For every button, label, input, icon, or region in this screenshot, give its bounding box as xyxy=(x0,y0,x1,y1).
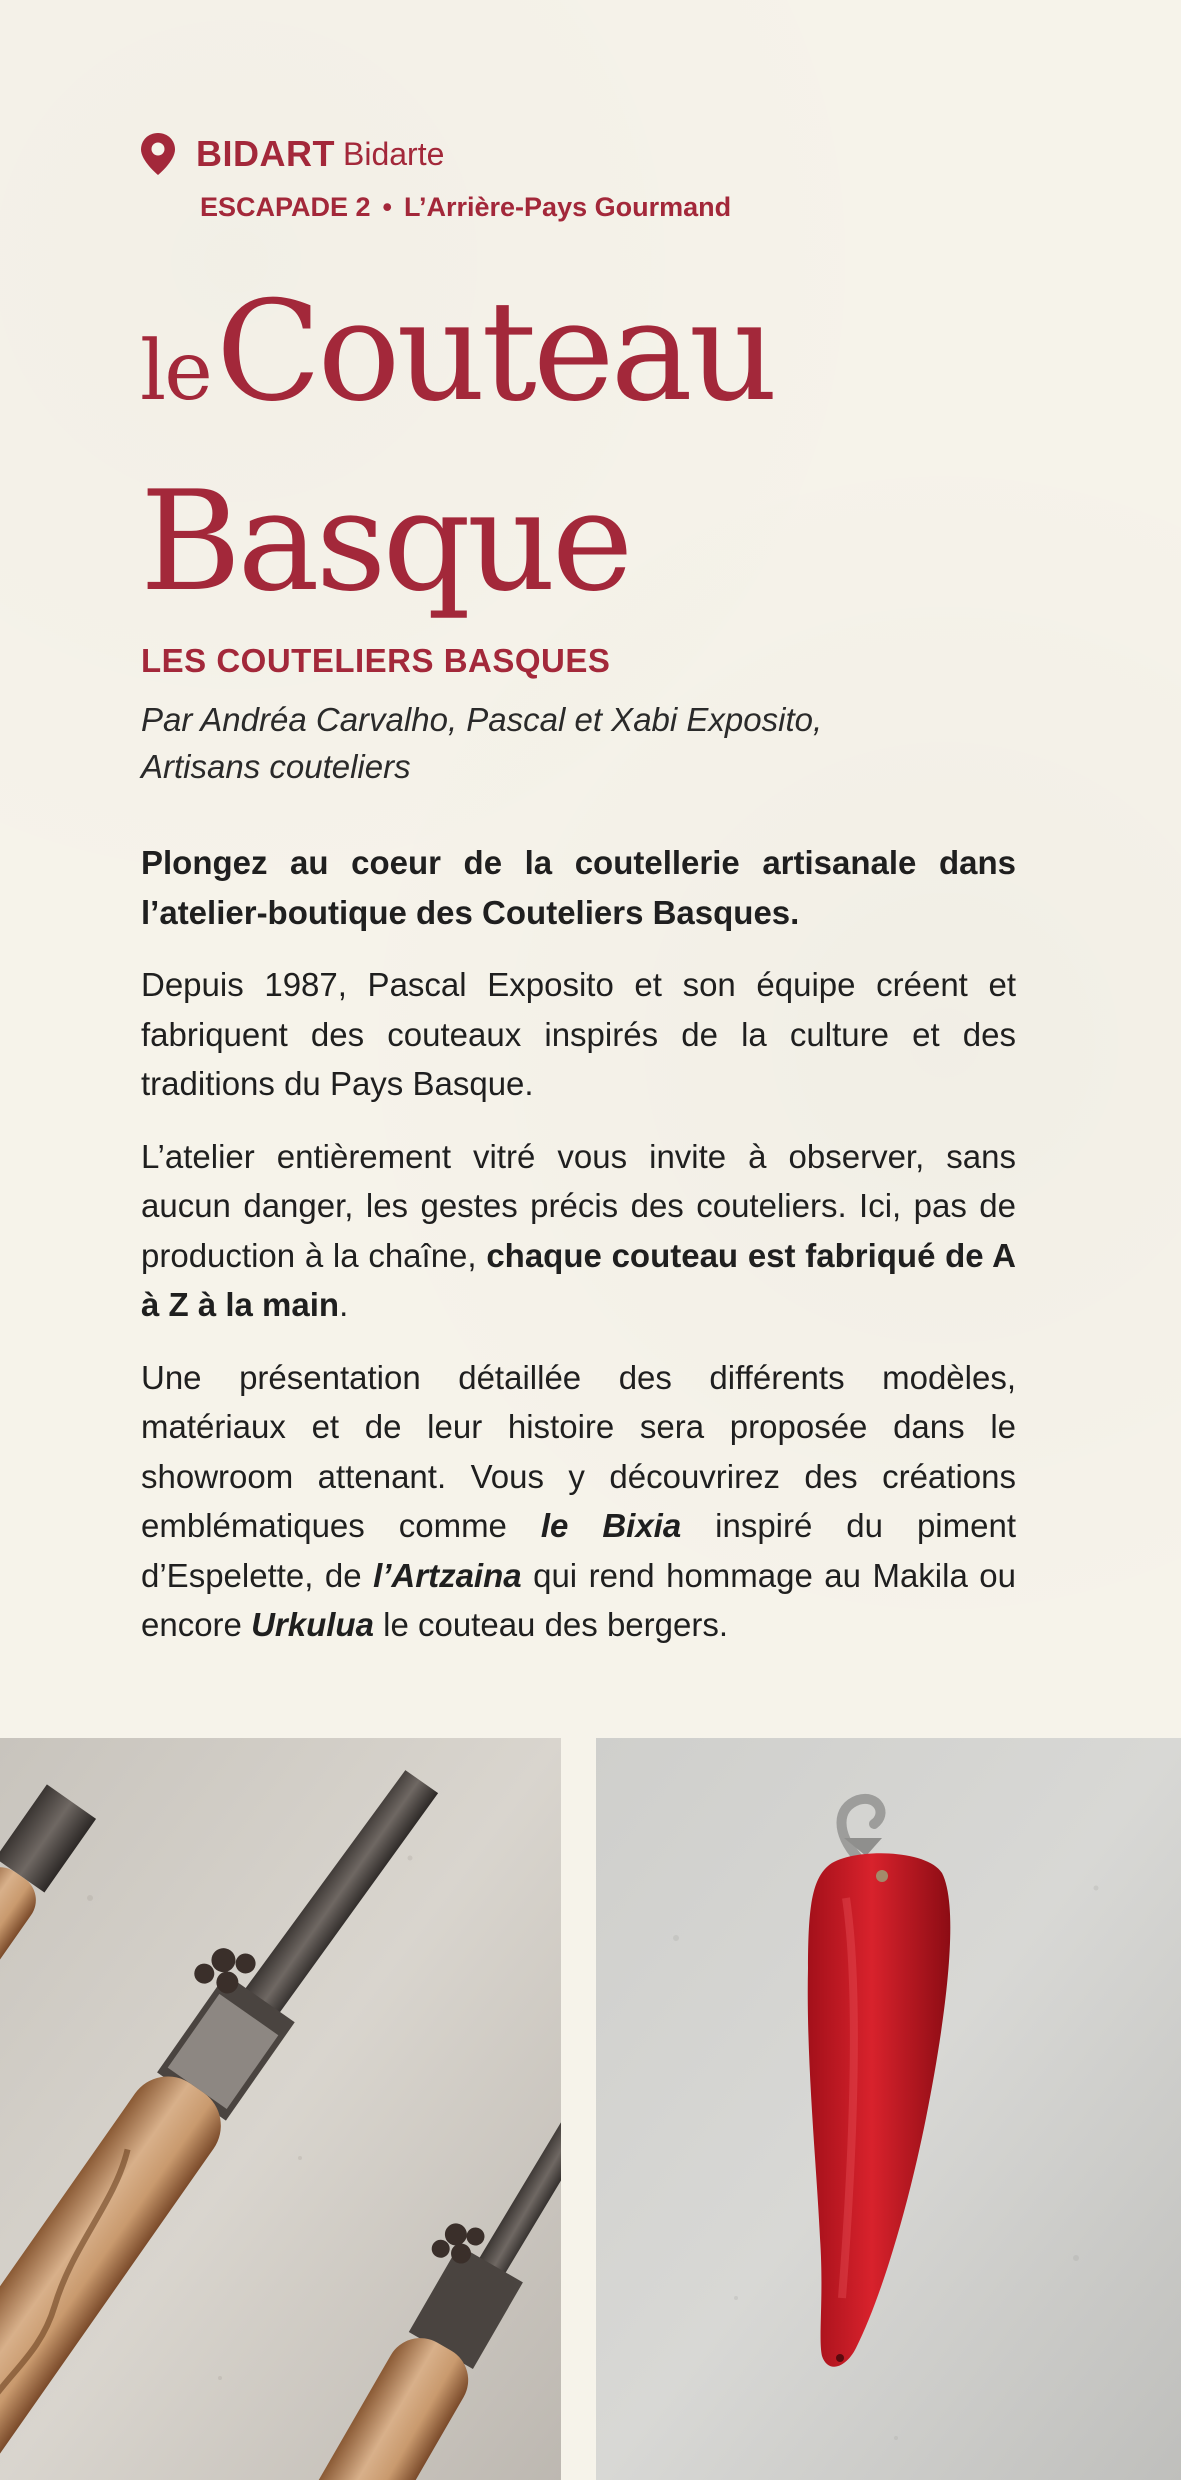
knife-name-artzaina: l’Artzaina xyxy=(373,1556,522,1594)
escapade-label: ESCAPADE 2 xyxy=(200,192,371,222)
paragraph-3 xyxy=(141,1353,1016,1650)
paragraph-2 xyxy=(141,1132,1016,1330)
location-alt-name: Bidarte xyxy=(342,135,445,172)
location-header xyxy=(140,132,444,176)
paragraph-3-text-d: le couteau des bergers. xyxy=(373,1606,729,1643)
paragraph-1: Depuis 1987, Pascal Exposito et son équipe créent et fabriquent des couteaux inspirés de la culture et des traditions du Pays Basque. xyxy=(141,966,1016,1102)
paragraph-3-text-c: qui rend hommage au Makila ou encore xyxy=(141,1556,1016,1643)
knife-name-bixia: le Bixia xyxy=(540,1507,682,1544)
title-word-2: Basque xyxy=(140,461,630,622)
bixia-chili-knife-photo xyxy=(596,1738,1181,2480)
paragraph-2-end: . xyxy=(339,1286,349,1323)
knife-name-urkulua: Urkulua xyxy=(251,1606,374,1643)
page-title xyxy=(140,271,774,622)
basque-knives-photo xyxy=(0,1738,561,2480)
photo-gutter xyxy=(561,1738,596,2480)
lead-paragraph: Plongez au coeur de la coutellerie artisanale dans l’atelier-boutique des Couteliers Basques. xyxy=(141,844,1016,931)
section-heading: LES COUTELIERS BASQUES xyxy=(141,642,611,679)
authors-line-1: Par Andréa Carvalho, Pascal et Xabi Exposito, xyxy=(141,701,823,738)
map-pin-icon xyxy=(140,132,196,176)
location-name: BIDART xyxy=(196,133,335,174)
paragraph-3-text-a: Une présentation détaillée des différents modèles, matériaux et de leur histoire sera proposée dans le showroom attenant. Vous y découvrirez des créations emblématiques comme xyxy=(141,1358,1016,1544)
paragraph-2-bold: chaque couteau est fabriqué de A à Z à la main xyxy=(141,1236,1016,1323)
title-word-1: Couteau xyxy=(215,271,774,432)
escapade-line xyxy=(200,192,731,223)
title-article: le xyxy=(140,324,211,419)
escapade-title: L’Arrière-Pays Gourmand xyxy=(404,192,732,222)
paragraph-2-text: L’atelier entièrement vitré vous invite à observer, sans aucun danger, les gestes précis des couteliers. Ici, pas de production à la chaîne, xyxy=(141,1137,1016,1274)
authors-line-2: Artisans couteliers xyxy=(141,748,411,785)
article-body xyxy=(141,838,1016,1673)
paragraph-3-text-b: inspiré du piment d’Espelette, de xyxy=(141,1507,1016,1594)
authors-credit xyxy=(141,696,1041,790)
escapade-separator: • xyxy=(382,192,392,222)
